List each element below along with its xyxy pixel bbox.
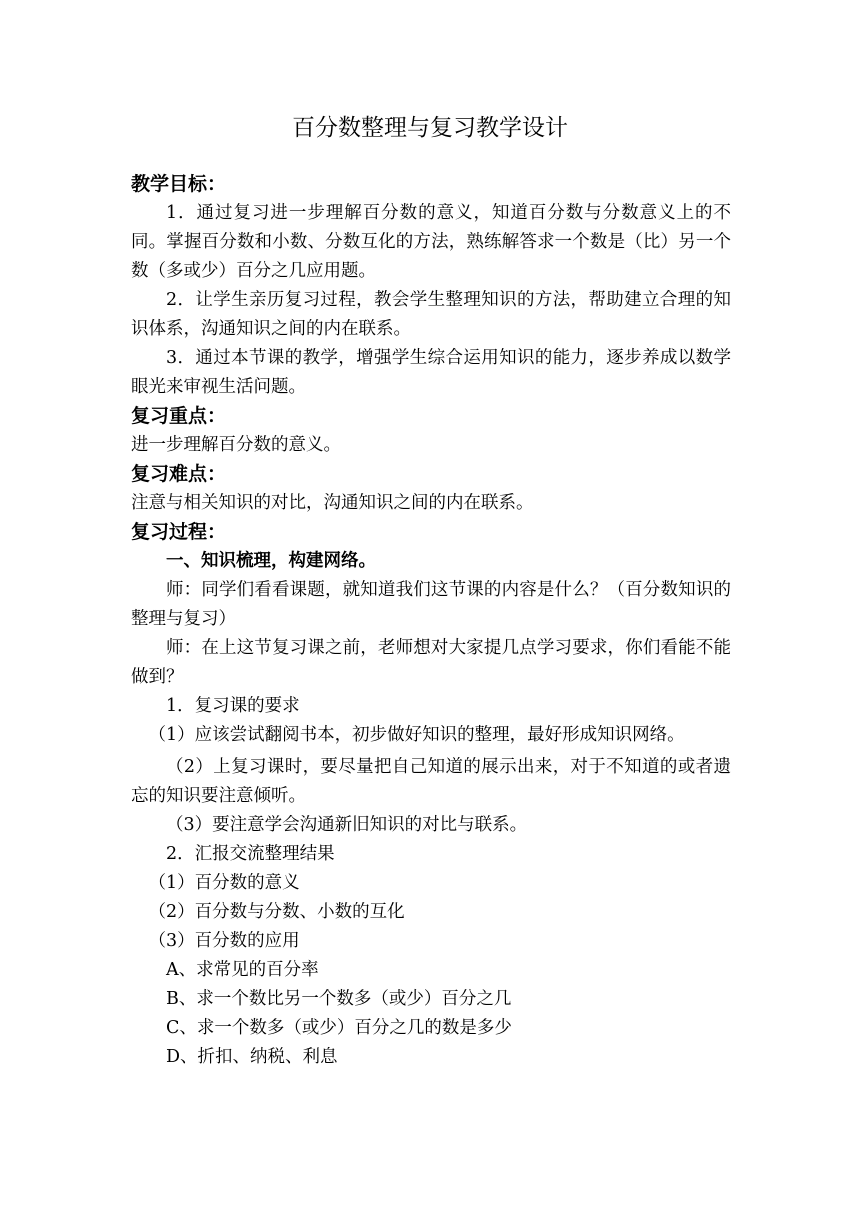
dialogue-line-2: 师：在上这节复习课之前，老师想对大家提几点学习要求，你们看能不能做到？ [131,638,731,687]
goal-item-3: 3．通过本节课的教学，增强学生综合运用知识的能力，逐步养成以数学眼光来审视生活问题。 [131,348,731,397]
application-c: C、求一个数多（或少）百分之几的数是多少 [166,1018,512,1038]
report-item-1: （1）百分数的意义 [148,873,300,893]
dialogue-line-1: 师：同学们看看课题，就知道我们这节课的内容是什么？（百分数知识的整理与复习） [131,580,731,629]
requirement-3: （3）要注意学会沟通新旧知识的对比与联系。 [166,815,528,835]
difficulty-text: 注意与相关知识的对比，沟通知识之间的内在联系。 [131,493,534,513]
requirement-1-text: （1）应该尝试翻阅书本，初步做好知识的整理，最好形成知识网络。 [148,725,685,745]
difficulty-heading: 复习难点： [131,463,227,485]
document-body [131,170,731,1072]
report-item-2: （2）百分数与分数、小数的互化 [148,902,405,922]
key-points-text: 进一步理解百分数的意义。 [131,435,341,455]
requirement-1 [131,721,731,750]
application-b: B、求一个数比另一个数多（或少）百分之几 [166,989,512,1009]
process-part1-title: 一、知识梳理，构建网络。 [166,551,376,571]
goal-item-1: 1．通过复习进一步理解百分数的意义，知道百分数与分数意义上的不同。掌握百分数和小数、分数互化的方法，熟练解答求一个数是（比）另一个数（多或少）百分之几应用题。 [131,203,731,281]
goal-item-2: 2．让学生亲历复习过程，教会学生整理知识的方法，帮助建立合理的知识体系，沟通知识之间的内在联系。 [131,290,731,339]
key-points-heading: 复习重点： [131,405,227,427]
report-title: 2．汇报交流整理结果 [166,844,335,864]
requirements-title: 1．复习课的要求 [166,696,300,716]
goals-heading: 教学目标： [131,173,227,195]
report-item-3: （3）百分数的应用 [148,931,300,951]
application-a: A、求常见的百分率 [166,960,319,980]
process-heading: 复习过程： [131,521,227,543]
requirement-2: （2）上复习课时，要尽量把自己知道的展示出来，对于不知道的或者遗忘的知识要注意倾听。 [131,757,731,806]
application-d: D、折扣、纳税、利息 [166,1047,338,1067]
document-title: 百分数整理与复习教学设计 [292,115,568,141]
